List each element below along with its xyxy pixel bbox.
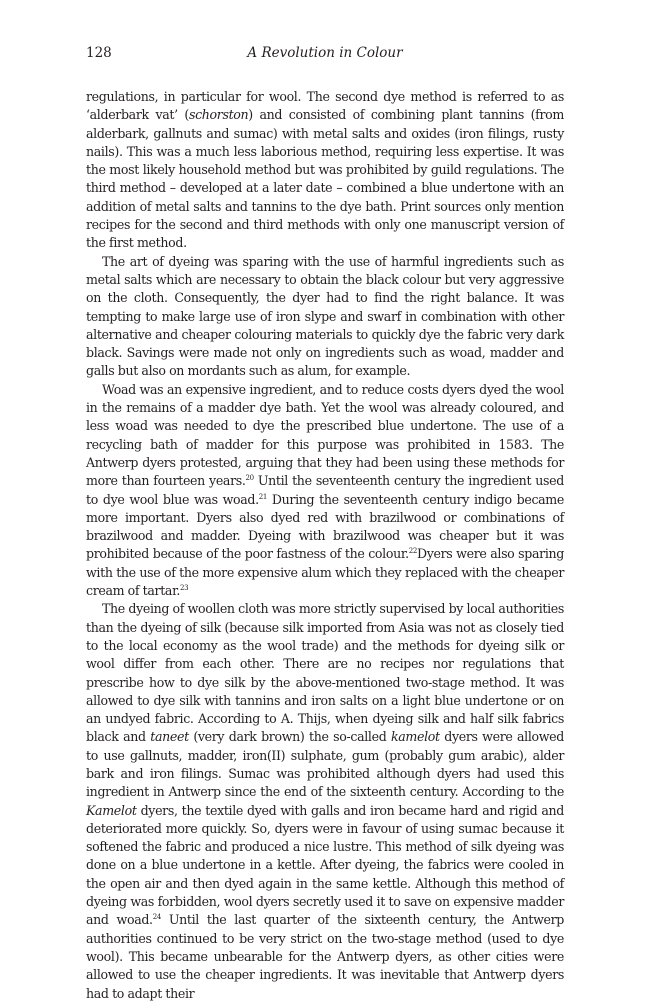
paragraph [86, 253, 564, 381]
running-title: A Revolution in Colour [247, 45, 403, 61]
text-run: Dyers were also sparing with the use of the more expensive alum which they replaced with the cheaper cream of tartar. [86, 546, 564, 599]
text-run: The dyeing of woollen cloth was more strictly supervised by local authorities than the dyeing of silk (because silk imported from Asia was not as closely tied to the local economy as the wool trade) and the methods for dyeing silk or wool differ from each other. There are no recipes nor regulations that prescribe how to dye silk by the above-mentioned two-stage method. It was allowed to dye silk with tannins and iron salts on a light blue undertone or on an undyed fabric. According to A. Thijs, when dyeing silk and half silk fabrics black and [86, 601, 564, 745]
page-number: 128 [86, 45, 112, 61]
text-run: During the seventeenth century indigo became more important. Dyers also dyed red with brazilwood or combinations of brazilwood and madder. Dyeing with brazilwood was cheaper but it was prohibited because of the poor fastness of the colour. [86, 491, 565, 562]
italic-term: Kamelot [86, 802, 137, 818]
footnote-ref: 20 [245, 474, 254, 483]
paragraph [86, 381, 564, 601]
text-run: ) and consisted of combining plant tannins (from alderbark, gallnuts and sumac) with metal salts and oxides (iron filings, rusty nails). This was a much less laborious method, requiring less expertise. It was the most likely household method but was prohibited by guild regulations. The third method – developed at a later date – combined a blue undertone with an addition of metal salts and tannins to the dye bath. Print sources only mention recipes for the second and third methods with only one manuscript version of the first method. [86, 107, 564, 251]
footnote-ref: 22 [408, 547, 417, 556]
text-run: The art of dyeing was sparing with the use of harmful ingredients such as metal salts which are necessary to obtain the black colour but very aggressive on the cloth. Consequently, the dyer had to find the right balance. It was tempting to make large use of iron slype and swarf in combination with other alternative and cheaper colouring materials to quickly dye the fabric very dark black. Savings were made not only on ingredients such as woad, madder and galls but also on mordants such as alum, for example. [86, 253, 564, 379]
paragraph [86, 88, 564, 253]
paragraph [86, 600, 564, 1003]
text-run: (very dark brown) the so-called [188, 729, 391, 745]
footnote-ref: 23 [180, 584, 189, 593]
text-run: Until the seventeenth century the ingredient used to dye wool blue was woad. [86, 473, 564, 507]
text-run: dyers were allowed to use gallnuts, madder, iron(II) sulphate, gum (probably gum arabic), alder bark and iron filings. Sumac was prohibited although dyers had used this ingredient in Antwerp since the end of the sixteenth century. According to the [86, 729, 564, 800]
body-text [86, 88, 564, 1003]
text-run: Until the last quarter of the sixteenth century, the Antwerp authorities continued to be very strict on the two-stage method (used to dye wool). This became unbearable for the Antwerp dyers, as other cities were allowed to use the cheaper ingredients. It was inevitable that Antwerp dyers had to adapt their [86, 912, 564, 1001]
italic-term: schorston [188, 107, 249, 123]
running-header [86, 45, 564, 65]
italic-term: taneet [150, 729, 189, 745]
text-run: dyers, the textile dyed with galls and iron became hard and rigid and deteriorated more quickly. So, dyers were in favour of using sumac because it softened the fabric and produced a nice lustre. This method of silk dyeing was done on a blue undertone in a kettle. After dyeing, the fabrics were cooled in the open air and then dyed again in the same kettle. Although this method of dyeing was forbidden, wool dyers secretly used it to save on expensive madder and woad. [86, 802, 564, 928]
text-run: Woad was an expensive ingredient, and to reduce costs dyers dyed the wool in the remains of a madder dye bath. Yet the wool was already coloured, and less woad was needed to dye the prescribed blue undertone. The use of a recycling bath of madder for this purpose was prohibited in 1583. The Antwerp dyers protested, arguing that they had been using these methods for more than fourteen years. [86, 381, 564, 489]
footnote-ref: 21 [258, 492, 268, 501]
text-run: regulations, in particular for wool. The second dye method is referred to as ‘alderbark vat’ ( [86, 89, 564, 123]
italic-term: kamelot [390, 729, 440, 745]
footnote-ref: 24 [152, 913, 161, 922]
